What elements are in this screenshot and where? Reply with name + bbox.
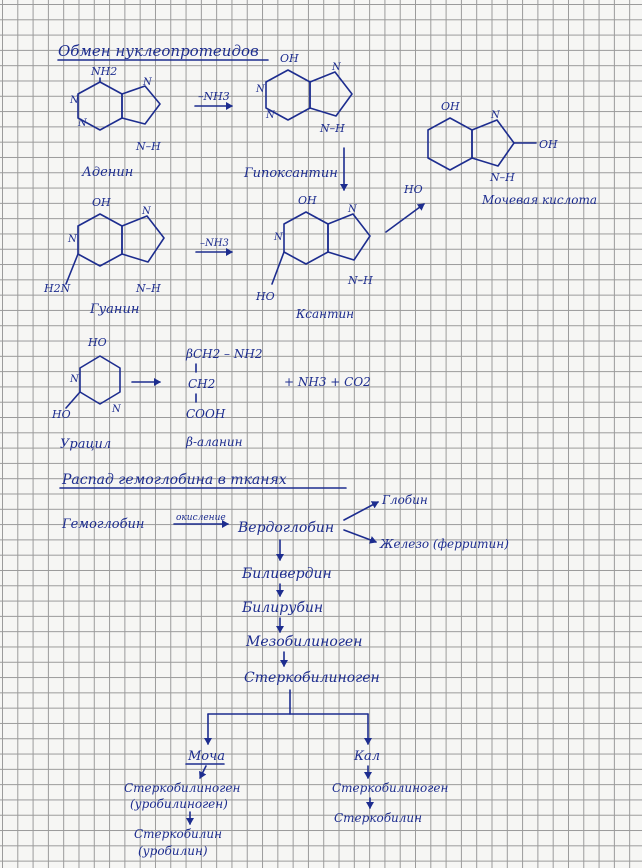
- guanine-n7: N: [142, 206, 151, 217]
- globin-arrow: [344, 502, 378, 520]
- uric-acid-oh-right: OH: [539, 138, 558, 151]
- urine-label: Моча: [188, 749, 225, 764]
- adenine-n1: N: [70, 95, 79, 106]
- uric-acid-nh: N–H: [490, 171, 515, 184]
- hypoxanthine-n3: N: [266, 110, 275, 121]
- uracil-byproducts: + NH3 + CO2: [284, 375, 371, 389]
- guanine-oh: OH: [92, 196, 111, 209]
- guanine-imidazole-ring: [122, 216, 164, 262]
- xanthine-nh: N–H: [348, 274, 373, 287]
- xanthine-pyrimidine-ring: [284, 212, 328, 264]
- guanine-h2n: H2N: [44, 282, 71, 295]
- oxidation-arrow-xanthine: [386, 204, 424, 232]
- xanthine-imidazole-ring: [328, 214, 370, 260]
- uracil-ho-top: HO: [88, 336, 107, 349]
- uracil-ho-bottom: HO: [52, 408, 71, 421]
- xanthine-label: Ксантин: [296, 307, 355, 321]
- adenine-imidazole-ring: [122, 86, 160, 124]
- uric-acid-ho: HO: [404, 183, 423, 196]
- guanine-nh: N–H: [136, 282, 161, 295]
- xanthine-oh: OH: [298, 194, 317, 207]
- deamination-label-1: –NH3: [198, 90, 230, 103]
- adenine-label: Аденин: [82, 165, 134, 180]
- beta-alanine-label: β-аланин: [186, 435, 243, 449]
- feces-stercobilin: Стеркобилин: [334, 811, 423, 825]
- uric-acid-imidazole-ring: [472, 120, 514, 166]
- mesobilinogen-label: Мезобилиноген: [246, 634, 363, 650]
- uracil-n1: N: [112, 404, 121, 415]
- iron-label: Железо (ферритин): [380, 537, 509, 551]
- uric-acid-pyrimidine-ring: [428, 118, 472, 170]
- beta-alanine-line3: COOH: [186, 407, 226, 421]
- guanine-structure: [43, 196, 164, 317]
- beta-alanine-line1: βCH2 – NH2: [186, 347, 263, 361]
- uracil-structure: [51, 336, 122, 452]
- adenine-nh2: NH2: [91, 65, 118, 78]
- guanine-n1: N: [68, 234, 77, 245]
- hemoglobin-label: Гемоглобин: [62, 517, 145, 532]
- feces-stercobilinogen: Стеркобилиноген: [332, 781, 449, 795]
- adenine-n3: N: [78, 118, 87, 129]
- adenine-nh: N–H: [136, 140, 161, 153]
- hypoxanthine-imidazole-ring: [310, 72, 352, 116]
- verdoglobin-label: Вердоглобин: [238, 520, 335, 536]
- urine-stercobilinogen: Стеркобилиноген: [124, 781, 241, 795]
- uracil-n3: N: [70, 374, 79, 385]
- beta-alanine-structure: [185, 347, 262, 449]
- hypoxanthine-label: Гипоксантин: [244, 166, 338, 181]
- xanthine-n1: N: [274, 232, 283, 243]
- xanthine-ho: HO: [256, 290, 275, 303]
- iron-arrow: [344, 530, 376, 542]
- adenine-n7: N: [143, 77, 152, 88]
- bilirubin-label: Билирубин: [242, 600, 324, 616]
- xanthine-n7: N: [348, 204, 357, 215]
- hypoxanthine-n1: N: [256, 84, 265, 95]
- section1-title: Обмен нуклеопротеидов: [58, 42, 259, 60]
- urine-stercobilin: Стеркобилин: [134, 827, 223, 841]
- guanine-pyrimidine-ring: [78, 214, 122, 266]
- hypoxanthine-oh: OH: [280, 52, 299, 65]
- xanthine-structure: [255, 194, 373, 321]
- beta-alanine-line2: CH2: [188, 377, 216, 391]
- feces-label: Кал: [354, 749, 381, 764]
- section2-title: Распад гемоглобина в тканях: [62, 472, 287, 488]
- stercobilinogen-label: Стеркобилиноген: [244, 670, 380, 686]
- urine-arrow-1: [200, 766, 206, 778]
- hypoxanthine-structure: [243, 52, 352, 181]
- adenine-structure: [69, 65, 161, 180]
- uric-acid-oh-top: OH: [441, 100, 460, 113]
- globin-label: Глобин: [382, 493, 428, 507]
- uric-acid-label: Мочевая кислота: [482, 193, 597, 207]
- uracil-ring: [80, 356, 120, 404]
- uric-acid-structure: [403, 100, 597, 207]
- urine-urobilinogen: (уробилиноген): [130, 797, 228, 811]
- hypoxanthine-n7: N: [332, 62, 341, 73]
- oxidation-label: окисление: [176, 513, 226, 523]
- guanine-label: Гуанин: [90, 302, 140, 317]
- biliverdin-label: Биливердин: [242, 566, 332, 582]
- uric-acid-n7: N: [491, 110, 500, 121]
- uracil-label: Урацил: [60, 437, 112, 452]
- deamination-label-2: –NH3: [200, 238, 229, 249]
- hypoxanthine-nh: N–H: [320, 122, 345, 135]
- urine-urobilin: (уробилин): [138, 844, 208, 858]
